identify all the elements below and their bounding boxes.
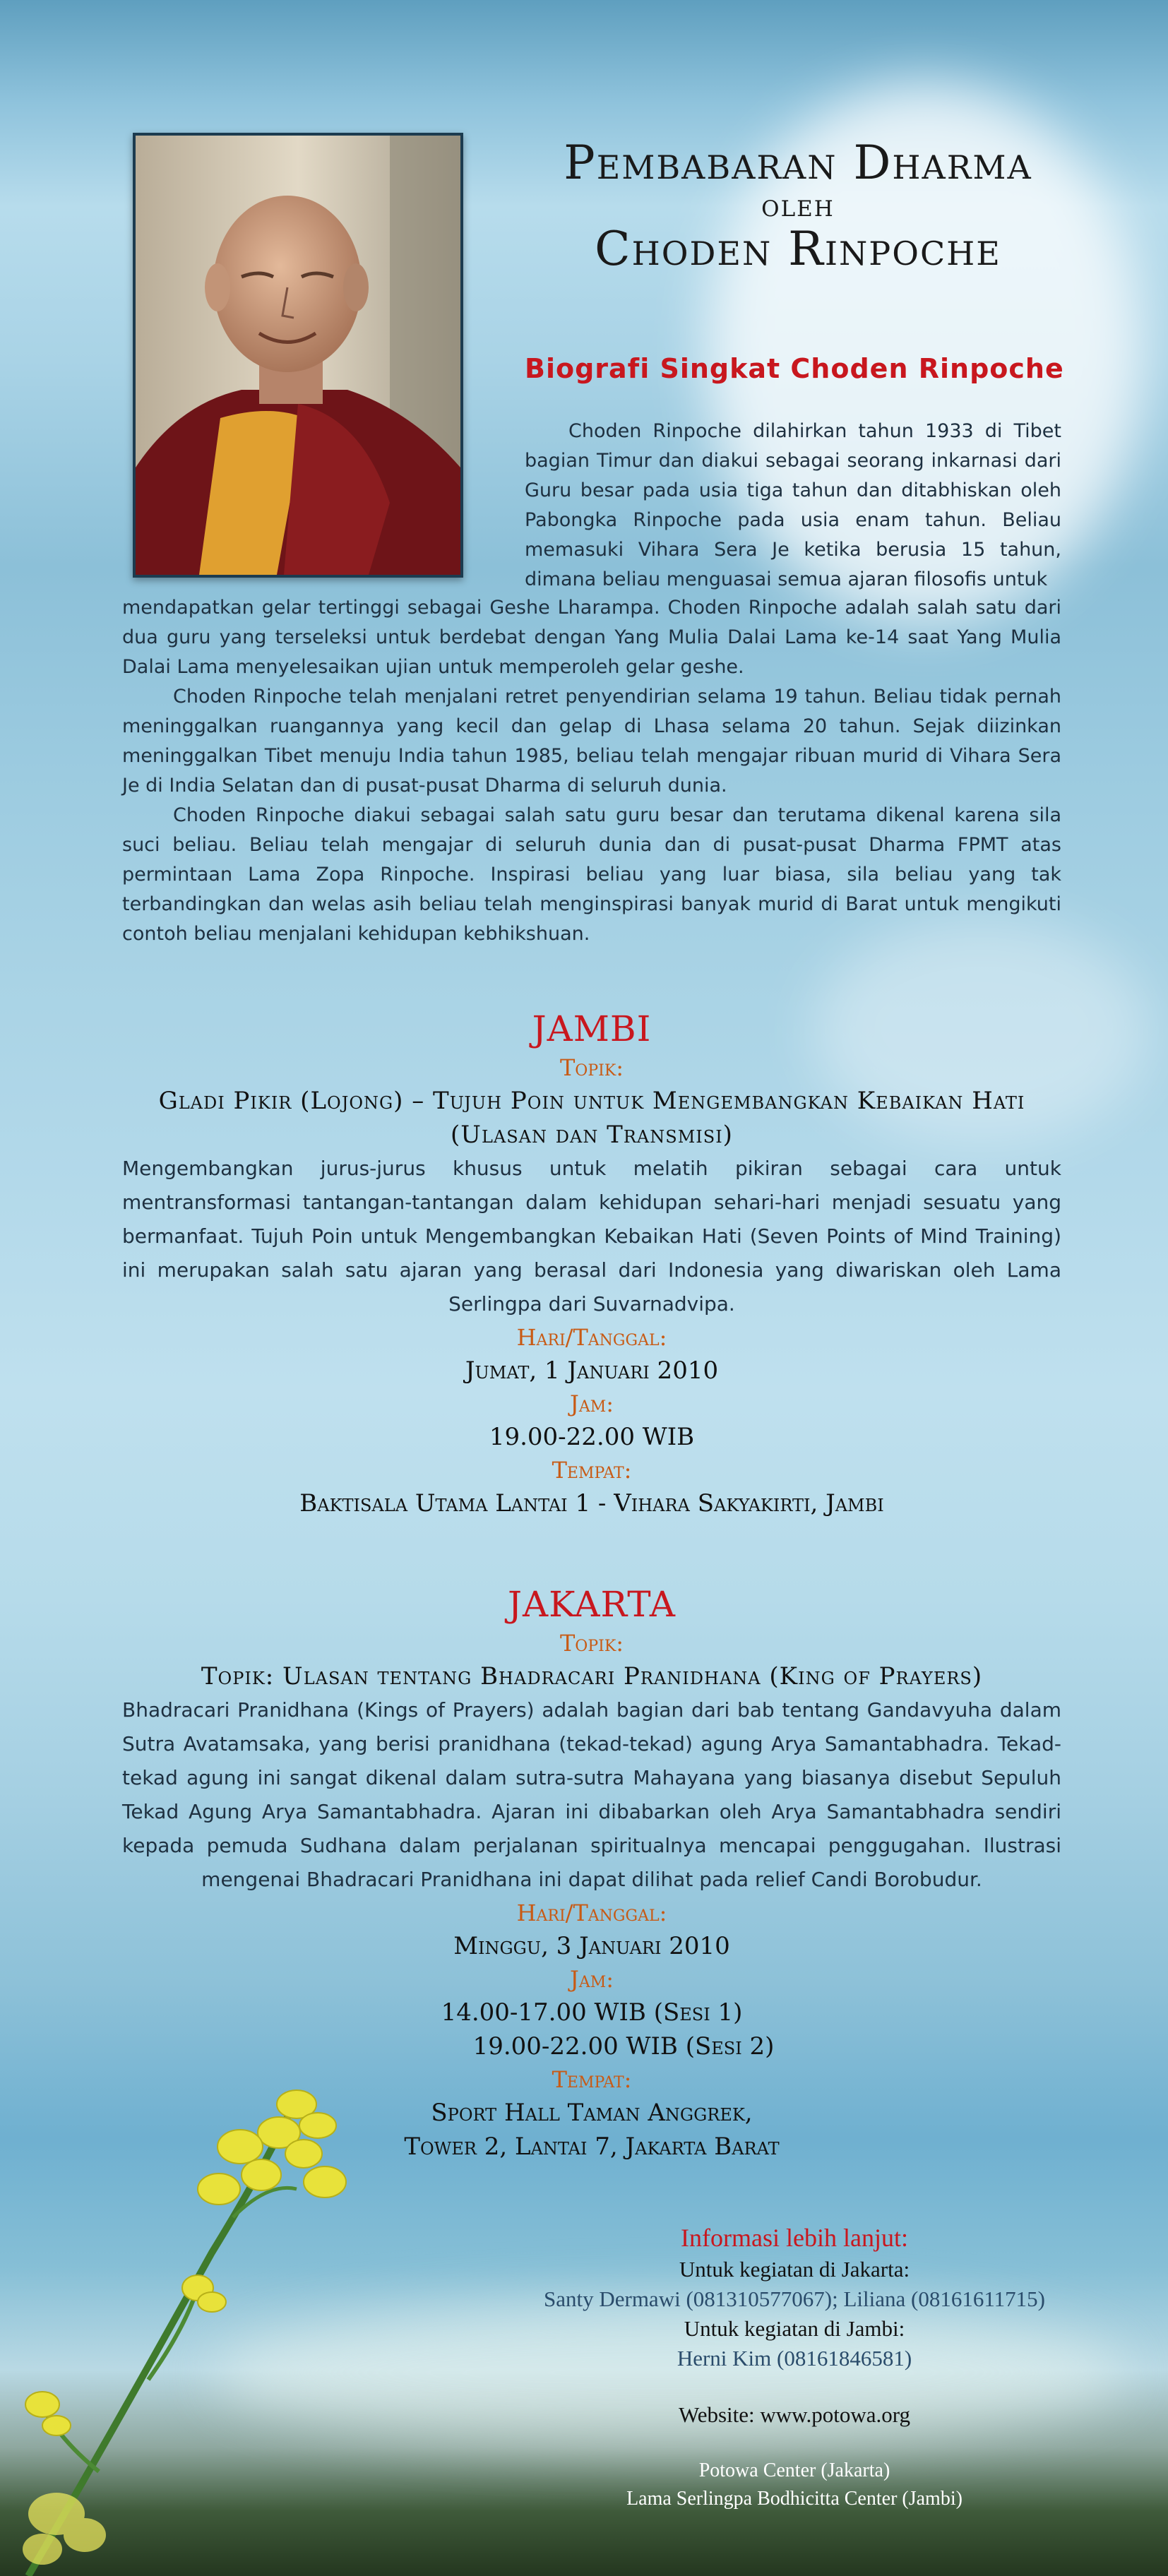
rapeseed-flower-illustration xyxy=(0,2076,494,2576)
jambi-contact: Herni Kim (08161846581) xyxy=(677,2346,912,2371)
title-line-3: Choden Rinpoche xyxy=(595,222,1001,276)
jambi-topic: Gladi Pikir (Lojong) – Tujuh Poin untuk Mengembangkan Kebaikan Hati (Ulasan dan Transmisi) xyxy=(158,1087,1025,1149)
jambi-topic-label: Topik: xyxy=(559,1054,624,1081)
bio-intro xyxy=(525,417,1061,595)
jambi-city-heading: JAMBI xyxy=(532,1008,652,1049)
jambi-date-label: Hari/Tanggal: xyxy=(516,1324,667,1351)
jambi-date: Jumat, 1 Januari 2010 xyxy=(465,1356,719,1385)
jakarta-place-line-1: Sport Hall Taman Anggrek, xyxy=(431,2099,753,2127)
poster-title xyxy=(487,138,1109,275)
jambi-contact-label: Untuk kegiatan di Jambi: xyxy=(684,2316,905,2341)
jakarta-time-session-2: 19.00-22.00 WIB (Sesi 2) xyxy=(472,2032,775,2061)
jambi-time-label: Jam: xyxy=(569,1390,614,1417)
jakarta-topic-label: Topik: xyxy=(559,1630,624,1657)
jambi-place: Baktisala Utama Lantai 1 - Vihara Sakyakirti, Jambi xyxy=(299,1489,884,1517)
jakarta-date-label: Hari/Tanggal: xyxy=(516,1900,667,1926)
jambi-description: Mengembangkan jurus-jurus khusus untuk melatih pikiran sebagai cara untuk mentransformasi tantangan-tantangan dalam kehidupan sehari-hari menjadi sesuatu yang bermanfaat. Tujuh Poin untuk Mengembangkan Kebaikan Hati (Seven Points of Mind Training) ini merupakan salah satu ajaran yang berasal dari Indonesia yang diwariskan oleh Lama Serlingpa dari Suvarnadvipa. xyxy=(122,1157,1061,1316)
jakarta-time-label: Jam: xyxy=(569,1966,614,1993)
jakarta-place-label: Tempat: xyxy=(552,2066,632,2093)
jakarta-description: Bhadracari Pranidhana (Kings of Prayers) adalah bagian dari bab tentang Gandavyuha dalam Sutra Avatamsaka, yang berisi pranidhana (tekad-tekad) agung Arya Samantabhadra. Tekad-tekad agung ini sangat dikenal dalam sutra-sutra Mahayana yang biasanya disebut Sepuluh Tekad Agung Arya Samantabhadra. Ajaran ini dibabarkan oleh Arya Samantabhadra sendiri kepada pemuda Sudhana dalam perjalanan spiritualnya mencapai penggugahan. Ilustrasi mengenai Bhadracari Pranidhana ini dapat dilihat pada relief Candi Borobudur. xyxy=(122,1698,1061,1891)
org-jambi: Lama Serlingpa Bodhicitta Center (Jambi) xyxy=(626,2488,963,2510)
jakarta-contacts: Santy Dermawi (081310577067); Liliana (08161611715) xyxy=(543,2286,1045,2311)
bio-paragraph-1-rest: mendapatkan gelar tertinggi sebagai Geshe Lharampa. Choden Rinpoche adalah salah satu dari dua guru yang terseleksi untuk berdebat dengan Yang Mulia Dalai Lama ke-14 saat Yang Mulia Dalai Lama menyelesaikan ujian untuk memperoleh gelar geshe. xyxy=(122,597,1061,678)
jambi-section xyxy=(122,1006,1061,1520)
rinpoche-portrait xyxy=(133,133,463,578)
bio-heading: Biografi Singkat Choden Rinpoche xyxy=(525,353,1064,384)
info-heading: Informasi lebih lanjut: xyxy=(681,2224,908,2252)
contact-info xyxy=(424,2221,1165,2513)
bio-paragraph-1-top: Choden Rinpoche dilahirkan tahun 1933 di Tibet bagian Timur dan diakui sebagai seorang inkarnasi dari Guru besar pada usia tiga tahun dan ditabhiskan oleh Pabongka Rinpoche pada usia enam tahun. Beliau memasuki Vihara Sera Je ketika berusia 15 tahun, dimana beliau menguasai semua ajaran filosofis untuk xyxy=(525,420,1061,590)
jakarta-topic: Topik: Ulasan tentang Bhadracari Pranidhana (King of Prayers) xyxy=(201,1662,983,1690)
org-jakarta: Potowa Center (Jakarta) xyxy=(698,2459,890,2481)
jakarta-date: Minggu, 3 Januari 2010 xyxy=(453,1932,730,1960)
jakarta-city-heading: JAKARTA xyxy=(507,1584,677,1625)
bio-paragraph-3: Choden Rinpoche diakui sebagai salah satu guru besar dan terutama dikenal karena sila suci beliau. Beliau telah mengajar di seluruh dunia dan di pusat-pusat Dharma FPMT atas permintaan Lama Zopa Rinpoche. Inspirasi beliau yang luar biasa, sila beliau yang tak terbandingkan dan welas asih beliau telah menginspirasi banyak murid di Barat untuk mengikuti contoh beliau menjalani kehidupan kebhikshuan. xyxy=(122,804,1061,945)
bio-paragraph-2: Choden Rinpoche telah menjalani retret penyendirian selama 19 tahun. Beliau tidak pernah meninggalkan ruangannya yang kecil dan gelap di Lhasa selama 20 tahun. Sejak diizinkan meninggalkan Tibet menuju India tahun 1985, beliau telah mengajar ribuan murid di Vihara Sera Je di India Selatan dan di pusat-pusat Dharma di seluruh dunia. xyxy=(122,686,1061,797)
title-line-2: oleh xyxy=(761,188,835,224)
jakarta-place-line-2: Tower 2, Lantai 7, Jakarta Barat xyxy=(404,2133,780,2161)
website: Website: www.potowa.org xyxy=(678,2402,911,2427)
jakarta-time-session-1: 14.00-17.00 WIB (Sesi 1) xyxy=(441,1998,743,2027)
title-line-1: Pembabaran Dharma xyxy=(564,136,1032,190)
jakarta-contact-label: Untuk kegiatan di Jakarta: xyxy=(679,2257,910,2282)
jambi-time: 19.00-22.00 WIB xyxy=(489,1423,695,1451)
bio-body xyxy=(122,593,1061,949)
jambi-place-label: Tempat: xyxy=(552,1457,632,1484)
